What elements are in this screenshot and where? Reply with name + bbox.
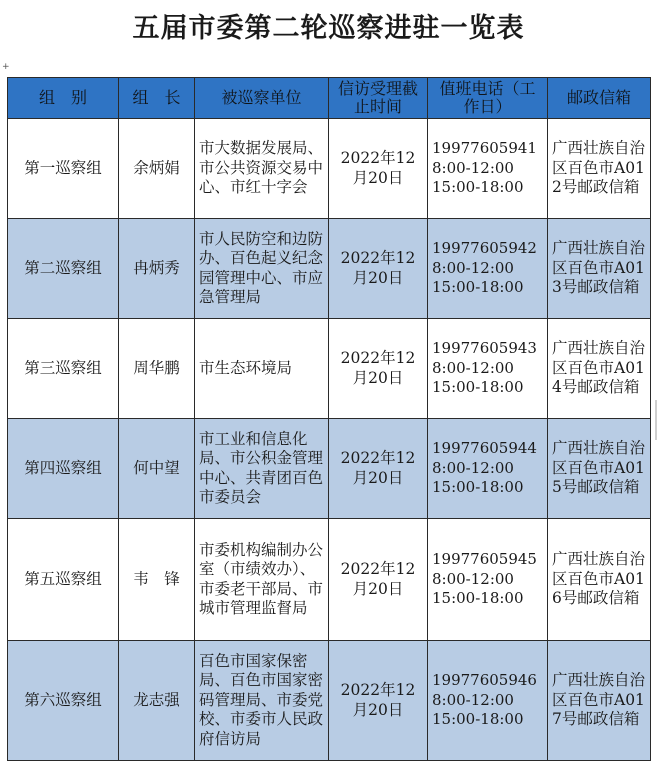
table-row — [8, 641, 651, 761]
header-duty-phone: 值班电话（工作日） — [428, 78, 548, 119]
morning-hours: 8:00-12:00 — [432, 158, 514, 177]
group-cell: 第二巡察组 — [8, 219, 119, 319]
group-cell: 第四巡察组 — [8, 419, 119, 519]
leader-cell: 周华鹏 — [119, 319, 195, 419]
mailbox-cell: 广西壮族自治区百色市A014号邮政信箱 — [548, 319, 651, 419]
mailbox-cell: 广西壮族自治区百色市A017号邮政信箱 — [548, 641, 651, 761]
page-title: 五届市委第二轮巡察进驻一览表 — [132, 13, 525, 44]
morning-hours: 8:00-12:00 — [432, 458, 514, 477]
table-row — [8, 519, 651, 641]
duty-phone-cell — [428, 519, 548, 641]
leader-cell: 韦 锋 — [119, 519, 195, 641]
afternoon-hours: 15:00-18:00 — [432, 478, 524, 497]
phone-number: 19977605943 — [432, 339, 537, 358]
duty-phone-cell — [428, 119, 548, 219]
deadline-cell: 2022年12月20日 — [329, 519, 428, 641]
group-cell: 第一巡察组 — [8, 119, 119, 219]
duty-phone-cell — [428, 319, 548, 419]
header-inspected-units: 被巡察单位 — [195, 78, 329, 119]
phone-number: 19977605944 — [432, 439, 537, 458]
phone-number: 19977605946 — [432, 671, 537, 690]
inspected-units-cell: 百色市国家保密局、百色市国家密码管理局、市委党校、市委市人民政府信访局 — [195, 641, 329, 761]
deadline-cell: 2022年12月20日 — [329, 119, 428, 219]
leader-cell: 冉炳秀 — [119, 219, 195, 319]
deadline-cell: 2022年12月20日 — [329, 641, 428, 761]
group-cell: 第五巡察组 — [8, 519, 119, 641]
afternoon-hours: 15:00-18:00 — [432, 178, 524, 197]
header-deadline: 信访受理截止时间 — [329, 78, 428, 119]
leader-cell: 何中望 — [119, 419, 195, 519]
leader-cell: 龙志强 — [119, 641, 195, 761]
deadline-cell: 2022年12月20日 — [329, 219, 428, 319]
table-row — [8, 219, 651, 319]
duty-phone-cell — [428, 219, 548, 319]
deadline-cell: 2022年12月20日 — [329, 419, 428, 519]
inspected-units-cell: 市委机构编制办公室（市绩效办）、市委老干部局、市城市管理监督局 — [195, 519, 329, 641]
group-cell: 第三巡察组 — [8, 319, 119, 419]
table-row — [8, 419, 651, 519]
afternoon-hours: 15:00-18:00 — [432, 710, 524, 729]
inspected-units-cell: 市大数据发展局、市公共资源交易中心、市红十字会 — [195, 119, 329, 219]
phone-number: 19977605945 — [432, 550, 537, 569]
duty-phone-cell — [428, 419, 548, 519]
mailbox-cell: 广西壮族自治区百色市A012号邮政信箱 — [548, 119, 651, 219]
afternoon-hours: 15:00-18:00 — [432, 378, 524, 397]
inspection-roster-table — [7, 77, 651, 761]
deadline-cell: 2022年12月20日 — [329, 319, 428, 419]
mailbox-cell: 广西壮族自治区百色市A015号邮政信箱 — [548, 419, 651, 519]
table-header-row — [8, 78, 651, 119]
mailbox-cell: 广西壮族自治区百色市A016号邮政信箱 — [548, 519, 651, 641]
afternoon-hours: 15:00-18:00 — [432, 278, 524, 297]
duty-phone-cell — [428, 641, 548, 761]
header-leader: 组 长 — [119, 78, 195, 119]
morning-hours: 8:00-12:00 — [432, 690, 514, 709]
inspected-units-cell: 市工业和信息化局、市公积金管理中心、共青团百色市委员会 — [195, 419, 329, 519]
leader-cell: 余炳娟 — [119, 119, 195, 219]
table-row — [8, 319, 651, 419]
afternoon-hours: 15:00-18:00 — [432, 589, 524, 608]
morning-hours: 8:00-12:00 — [432, 258, 514, 277]
phone-number: 19977605942 — [432, 239, 537, 258]
header-mailbox: 邮政信箱 — [548, 78, 651, 119]
inspected-units-cell: 市生态环境局 — [195, 319, 329, 419]
inspected-units-cell: 市人民防空和边防办、百色起义纪念园管理中心、市应急管理局 — [195, 219, 329, 319]
morning-hours: 8:00-12:00 — [432, 358, 514, 377]
morning-hours: 8:00-12:00 — [432, 569, 514, 588]
mailbox-cell: 广西壮族自治区百色市A013号邮政信箱 — [548, 219, 651, 319]
header-group: 组 别 — [8, 78, 119, 119]
phone-number: 19977605941 — [432, 139, 537, 158]
group-cell: 第六巡察组 — [8, 641, 119, 761]
table-anchor-mark: + — [2, 62, 10, 72]
table-row — [8, 119, 651, 219]
